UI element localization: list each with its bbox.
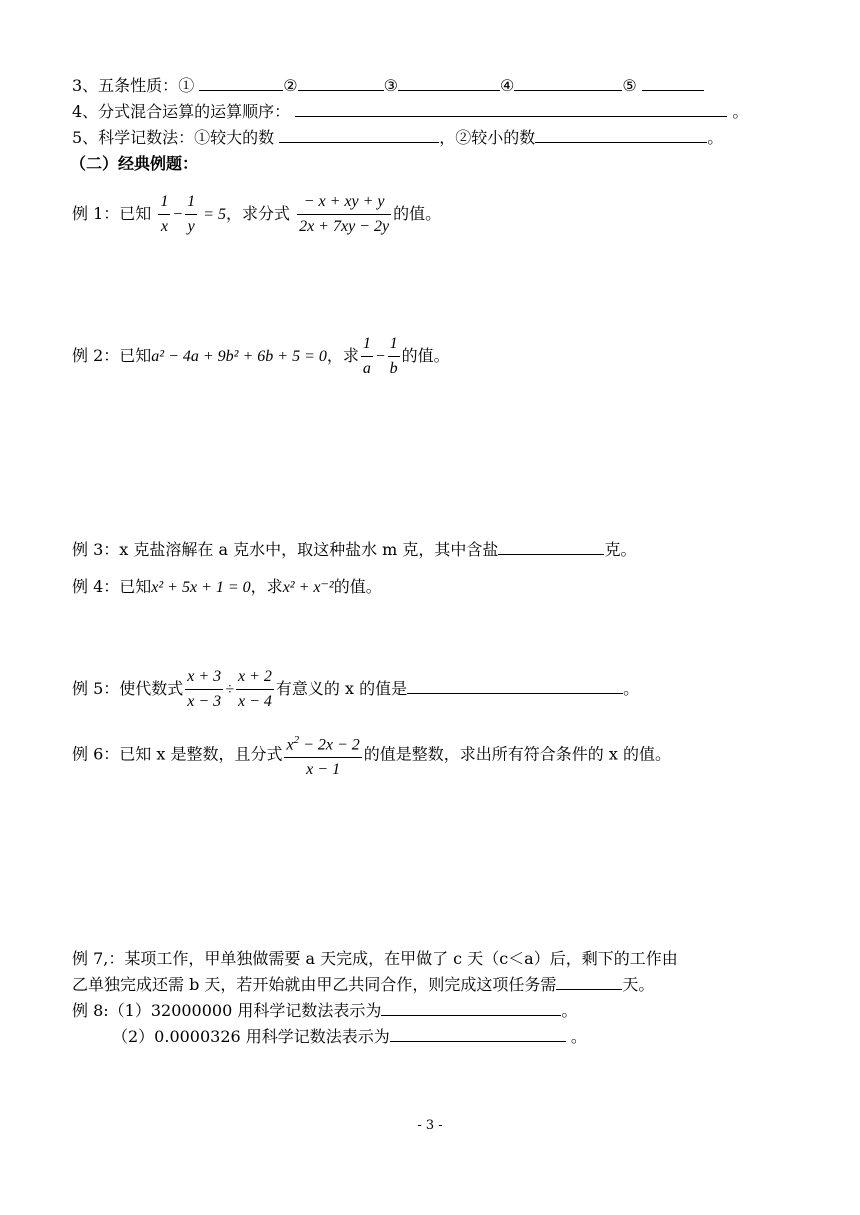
item-3-label: 3、五条性质： (72, 76, 179, 95)
example-8-line-1 (72, 1000, 577, 1022)
example-3 (72, 539, 636, 561)
example-4-mid: ，求 (250, 577, 283, 596)
blank-e7[interactable] (556, 974, 622, 990)
circle-5: ⑤ (622, 76, 637, 95)
item-4-label: 4、分式混合运算的运算顺序： (72, 102, 291, 121)
blank-3-4[interactable] (514, 75, 622, 91)
example-4-label: 例 4：已知 (72, 577, 152, 596)
fraction-e6: $\frac{x^2 - 2x - 2}{x - 1}$ (284, 728, 361, 782)
section-title: （二）经典例题： (70, 154, 199, 173)
item-3 (72, 75, 704, 97)
example-7-end: 天。 (622, 975, 655, 994)
fraction-1-over-y: $\frac{1}{y}$ (185, 190, 197, 239)
fraction-example-1: $\frac{- x + xy + y}{2x + 7xy - 2y}$ (297, 190, 391, 239)
example-8-2-end: 。 (565, 1027, 587, 1046)
example-6 (72, 728, 671, 782)
example-3-text: 例 3：x 克盐溶解在 a 克水中，取这种盐水 m 克，其中含盐 (72, 540, 499, 559)
example-7-line-2 (72, 974, 654, 996)
example-7-text: 乙单独完成还需 b 天，若开始就由甲乙共同合作，则完成这项任务需 (72, 975, 557, 994)
item-5-period: 。 (707, 128, 724, 147)
example-2: 例 2：已知a² − 4a + 9b² + 6b + 5 = 0，求 $\frac{1}{a}$ − $\frac{1}{b}$ 的值。 (72, 330, 450, 383)
example-8-1-end: 。 (561, 1001, 578, 1020)
example-4-expr2: x² + x⁻² (282, 579, 334, 596)
blank-3-3[interactable] (398, 75, 500, 91)
blank-4[interactable] (295, 101, 727, 117)
item-5-label-b: ，②较小的数 (439, 128, 536, 147)
blank-5-1[interactable] (279, 127, 439, 143)
example-8-line-2 (112, 1026, 587, 1048)
example-8-2-text: （2）0.0000326 用科学记数法表示为 (112, 1027, 390, 1046)
page-number: - 3 - (417, 1118, 443, 1133)
blank-e8-2[interactable] (390, 1026, 566, 1042)
example-5-end: 有意义的 x 的值是 (275, 679, 408, 698)
example-5-label: 例 5：使代数式 (72, 679, 184, 698)
example-4 (72, 576, 382, 599)
fraction-1-over-x: $\frac{1}{x}$ (158, 190, 170, 239)
blank-e8-1[interactable] (381, 1000, 561, 1016)
example-2-mid: ，求 (326, 346, 359, 365)
blank-3-5[interactable] (642, 75, 704, 91)
fraction-1-over-a: $\frac{1}{a}$ (361, 332, 373, 381)
circle-2: ② (283, 76, 298, 95)
fraction-e5-1: $\frac{x + 3}{x - 3}$ (185, 665, 223, 714)
item-4-period: 。 (732, 102, 749, 121)
blank-5-2[interactable] (535, 127, 707, 143)
example-4-expr: x² + 5x + 1 = 0 (151, 579, 251, 596)
circle-4: ④ (499, 76, 515, 95)
blank-3-2[interactable] (298, 75, 384, 91)
example-1-mid: ，求分式 (225, 204, 290, 223)
example-8-1-text: 例 8:（1）32000000 用科学记数法表示为 (72, 1001, 382, 1020)
fraction-e5-2: $\frac{x + 2}{x - 4}$ (236, 665, 274, 714)
fraction-1-over-b: $\frac{1}{b}$ (388, 332, 400, 381)
example-2-end: 的值。 (401, 346, 450, 365)
example-1: 例 1：已知 $\frac{1}{x}$ − $\frac{1}{y}$ = 5，求分式 $\frac{- x + xy + y}{2x + 7xy - 2y}$ 的值。 (72, 188, 441, 241)
example-7-line-1: 例 7,：某项工作，甲单独做需要 a 天完成，在甲做了 c 天（c＜a）后，剩下的工作由 (72, 949, 678, 968)
example-6-end: 的值是整数，求出所有符合条件的 x 的值。 (363, 744, 671, 764)
item-5 (72, 127, 723, 149)
blank-e3[interactable] (498, 539, 604, 555)
example-1-label: 例 1：已知 (72, 204, 152, 223)
example-5-period: 。 (623, 679, 640, 698)
circle-1: ① (178, 76, 195, 95)
item-4 (72, 101, 748, 123)
blank-e5[interactable] (407, 678, 623, 694)
example-2-expr: a² − 4a + 9b² + 6b + 5 = 0 (151, 348, 327, 365)
circle-3: ③ (383, 76, 398, 95)
item-5-label-a: 5、科学记数法：①较大的数 (72, 128, 275, 147)
example-1-end: 的值。 (393, 204, 442, 223)
example-4-end: 的值。 (333, 577, 382, 596)
blank-3-1[interactable] (199, 75, 283, 91)
example-3-end: 克。 (604, 540, 637, 559)
example-5: 例 5：使代数式 $\frac{x + 3}{x - 3}$ ÷ $\frac{x + 2}{x - 4}$ 有意义的 x 的值是 。 (72, 663, 639, 716)
equals-5: = 5 (199, 206, 226, 223)
example-2-label: 例 2：已知 (72, 346, 152, 365)
example-6-label: 例 6：已知 x 是整数，且分式 (72, 744, 283, 764)
